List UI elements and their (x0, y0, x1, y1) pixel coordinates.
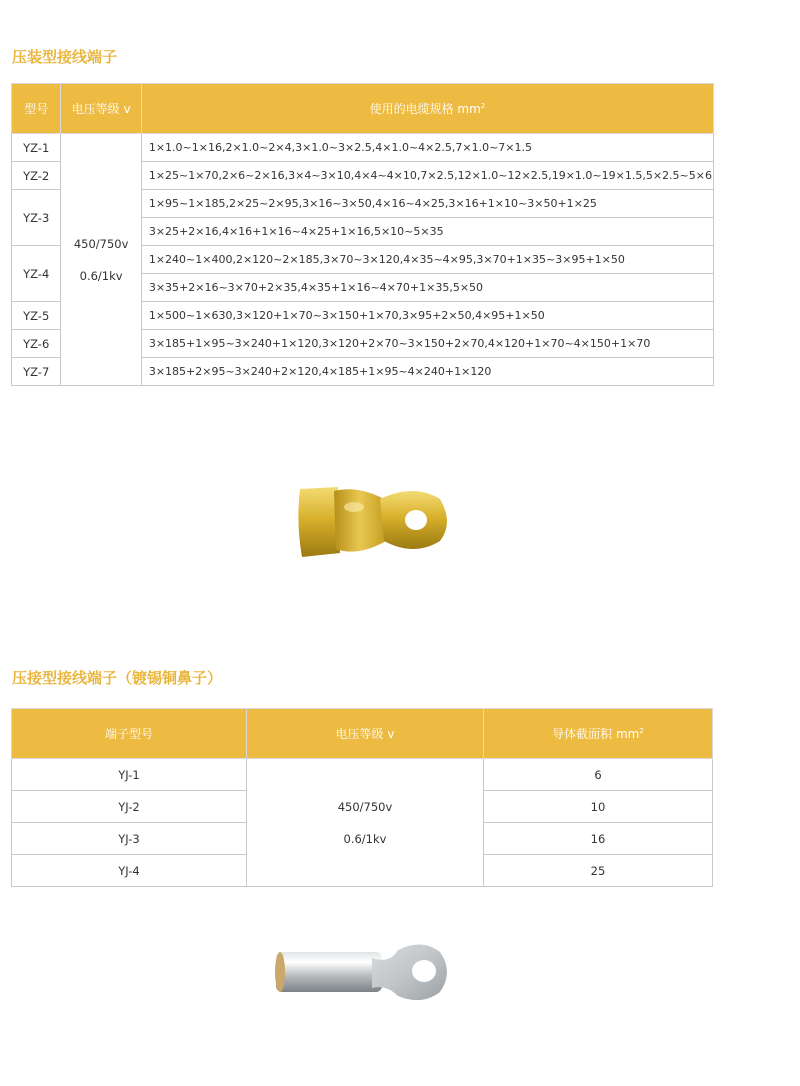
voltage-cell (247, 759, 484, 887)
spec-cell: 3×25+2×16,4×16+1×16~4×25+1×16,5×10~5×35 (141, 218, 713, 246)
spec-cell: 3×185+2×95~3×240+2×120,4×185+1×95~4×240+1×120 (141, 358, 713, 386)
brass-terminal-image (294, 483, 454, 563)
header-voltage: 电压等级 v (247, 709, 484, 759)
model-cell: YZ-7 (12, 358, 61, 386)
spec-cell: 3×35+2×16~3×70+2×35,4×35+1×16~4×70+1×35,5×50 (141, 274, 713, 302)
tinned-lug-image (272, 938, 454, 1010)
spec-cell: 1×500~1×630,3×120+1×70~3×150+1×70,3×95+2×50,4×95+1×50 (141, 302, 713, 330)
header-model: 端子型号 (12, 709, 247, 759)
table-row (12, 134, 714, 162)
area-cell: 25 (484, 855, 713, 887)
header-model: 型号 (12, 84, 61, 134)
model-cell: YZ-2 (12, 162, 61, 190)
area-cell: 16 (484, 823, 713, 855)
header-area: 导体截面积 $mm^2$ (484, 709, 713, 759)
model-cell: YZ-6 (12, 330, 61, 358)
voltage-value: 450/750v (337, 799, 393, 814)
table-row (12, 759, 713, 791)
model-cell: YJ-3 (12, 823, 247, 855)
header-spec: 使用的电缆规格 $mm^2$ (141, 84, 713, 134)
voltage-value: 0.6/1kv (79, 268, 123, 283)
section-title-crimp-terminals: 压装型接线端子 (12, 48, 118, 66)
header-voltage: 电压等级 v (61, 84, 141, 134)
area-cell: 10 (484, 791, 713, 823)
spec-cell: 3×185+1×95~3×240+1×120,3×120+2×70~3×150+2×70,4×120+1×70~4×150+1×70 (141, 330, 713, 358)
table-header-row (12, 84, 714, 134)
model-cell: YJ-2 (12, 791, 247, 823)
model-cell: YZ-5 (12, 302, 61, 330)
model-cell: YJ-1 (12, 759, 247, 791)
spec-cell: 1×95~1×185,2×25~2×95,3×16~3×50,4×16~4×25,3×16+1×10~3×50+1×25 (141, 190, 713, 218)
voltage-cell (61, 134, 141, 386)
voltage-value: 0.6/1kv (343, 831, 387, 846)
compression-lug-table (11, 708, 713, 887)
model-cell: YZ-3 (12, 190, 61, 246)
spec-cell: 1×240~1×400,2×120~2×185,3×70~3×120,4×35~4×95,3×70+1×35~3×95+1×50 (141, 246, 713, 274)
model-cell: YZ-4 (12, 246, 61, 302)
model-cell: YJ-4 (12, 855, 247, 887)
area-cell: 6 (484, 759, 713, 791)
section-title-compression-lugs: 压接型接线端子（镀锡铜鼻子） (12, 669, 223, 687)
table-header-row (12, 709, 713, 759)
voltage-value: 450/750v (73, 236, 129, 251)
spec-cell: 1×25~1×70,2×6~2×16,3×4~3×10,4×4~4×10,7×2.5,12×1.0~12×2.5,19×1.0~19×1.5,5×2.5~5×6 (141, 162, 713, 190)
spec-cell: 1×1.0~1×16,2×1.0~2×4,3×1.0~3×2.5,4×1.0~4×2.5,7×1.0~7×1.5 (141, 134, 713, 162)
model-cell: YZ-1 (12, 134, 61, 162)
crimp-terminal-table (11, 83, 714, 386)
